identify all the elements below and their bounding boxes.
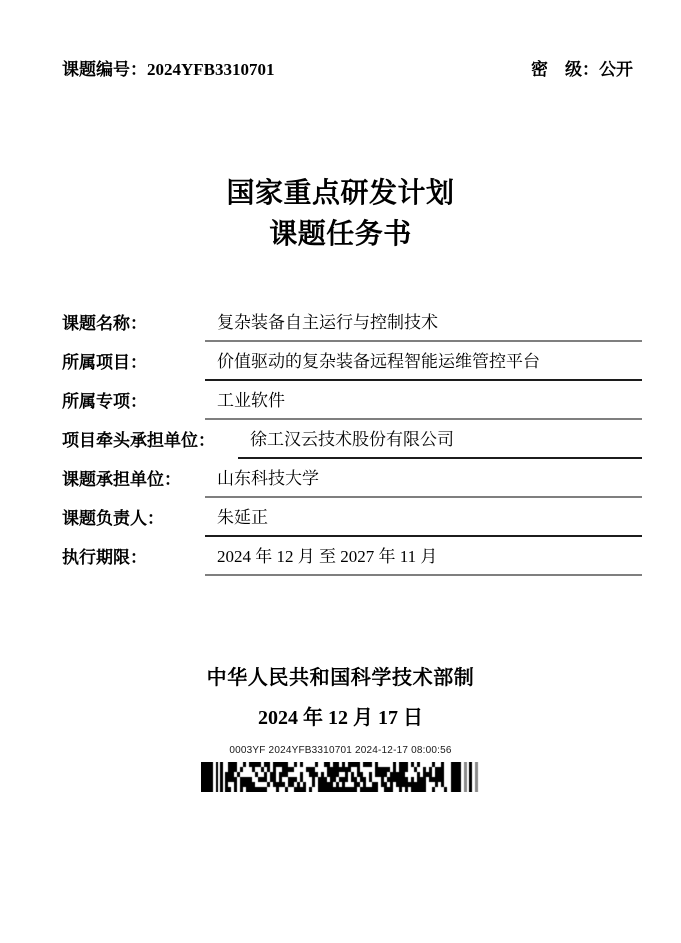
field-label: 执行期限： xyxy=(62,548,147,567)
field-value: 复杂装备自主运行与控制技术 xyxy=(217,313,438,332)
topic-number xyxy=(62,60,275,80)
field-underline xyxy=(205,459,642,498)
form-row xyxy=(62,537,642,576)
field-label: 项目牵头承担单位： xyxy=(62,431,215,450)
form-row xyxy=(62,342,642,381)
field-label: 课题承担单位： xyxy=(62,470,181,489)
document-title xyxy=(0,172,681,254)
field-label: 课题名称： xyxy=(62,314,147,333)
form-row xyxy=(62,459,642,498)
field-label: 所属项目： xyxy=(62,353,147,372)
issuer-line: 中华人民共和国科学技术部制 xyxy=(206,667,475,689)
form-row xyxy=(62,381,642,420)
barcode xyxy=(201,762,479,792)
form-row xyxy=(62,420,642,459)
document-header xyxy=(62,60,633,80)
field-value: 山东科技大学 xyxy=(217,469,319,488)
field-underline xyxy=(205,381,642,420)
title-line-1: 国家重点研发计划 xyxy=(226,177,455,208)
field-value: 2024 年 12 月 至 2027 年 11 月 xyxy=(217,547,438,566)
field-underline xyxy=(205,537,642,576)
topic-number-value: 2024YFB3310701 xyxy=(147,60,275,79)
form-row xyxy=(62,498,642,537)
field-underline xyxy=(205,342,642,381)
field-label: 所属专项： xyxy=(62,392,147,411)
form-row xyxy=(62,303,642,342)
field-value: 徐工汉云技术股份有限公司 xyxy=(250,430,454,449)
field-label: 课题负责人： xyxy=(62,509,164,528)
field-value: 朱延正 xyxy=(217,508,268,527)
field-underline xyxy=(238,420,642,459)
issue-date: 2024 年 12 月 17 日 xyxy=(258,707,423,729)
field-value: 价值驱动的复杂装备远程智能运维管控平台 xyxy=(217,352,540,371)
title-line-2: 课题任务书 xyxy=(269,218,412,249)
field-value: 工业软件 xyxy=(217,391,285,410)
topic-number-label: 课题编号： xyxy=(62,60,147,79)
field-underline xyxy=(205,303,642,342)
cover-form xyxy=(62,303,642,576)
barcode-caption: 0003YF 2024YFB3310701 2024-12-17 08:00:56 xyxy=(229,745,452,756)
field-underline xyxy=(205,498,642,537)
security-level: 密 级：公开 xyxy=(531,60,633,79)
